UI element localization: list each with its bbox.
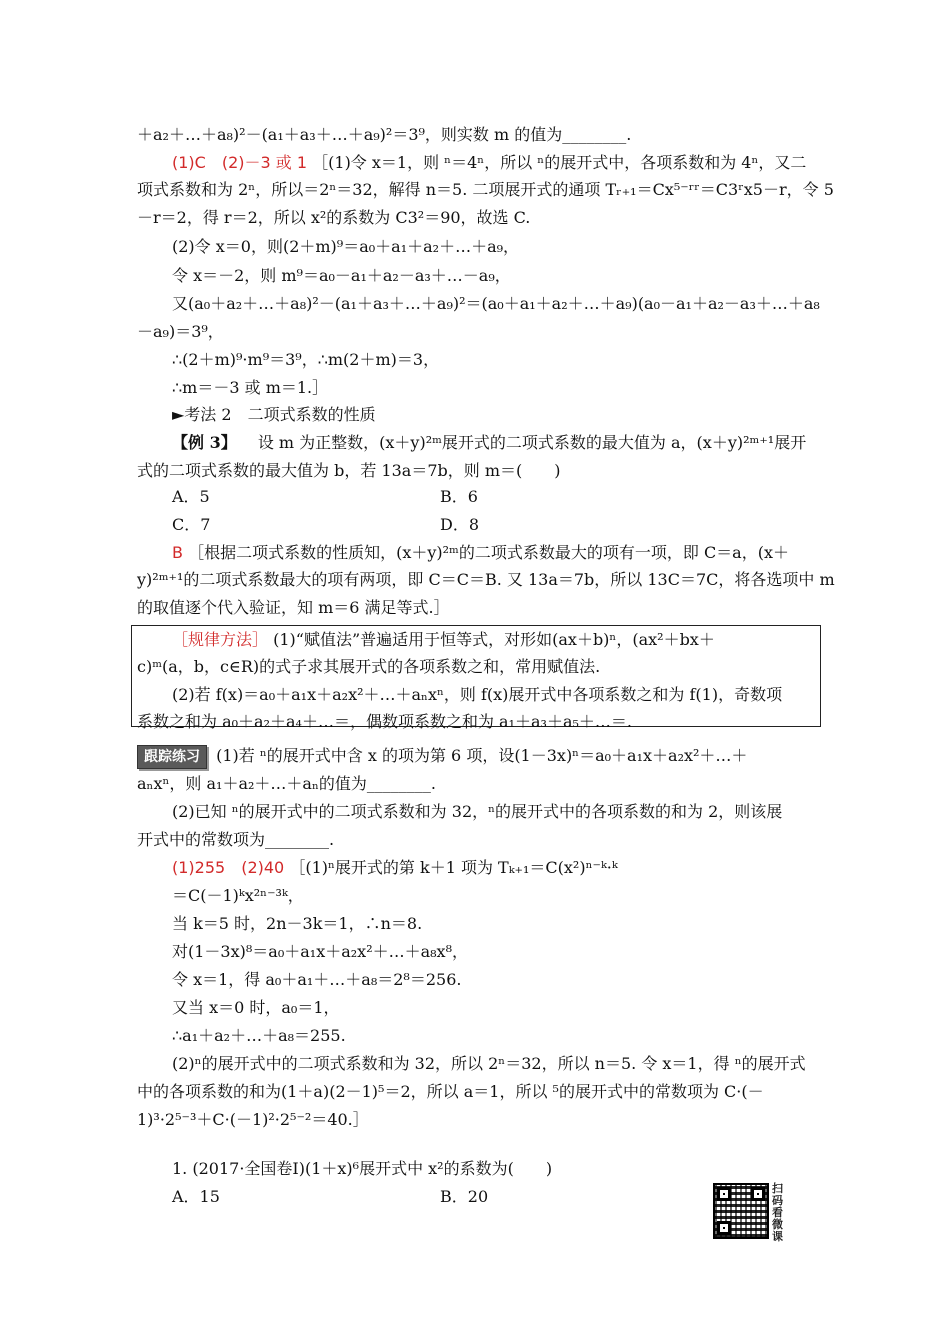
practice-answer-4: 对(1－3x)⁸＝a₀＋a₁x＋a₂x²＋…＋a₈x⁸， (172, 942, 468, 961)
line-17: y)²ᵐ⁺¹的二项式系数最大的项有两项，即 C＝C＝B. 又 13a＝7b，所以 13C＝7C，将各选项中 m (137, 570, 835, 589)
option-a: A．5 (172, 487, 210, 506)
rule-line-4: 系数之和为 a₀＋a₂＋a₄＋…＝，偶数项系数之和为 a₁＋a₃＋a₅＋…＝. (137, 712, 632, 731)
practice-answer-2: ＝C(－1)ᵏx²ⁿ⁻³ᵏ， (172, 886, 304, 905)
practice-answer-7: ∴a₁＋a₂＋…＋a₈＝255. (172, 1026, 346, 1045)
answer-key: B (172, 543, 183, 562)
exercise-option-b: B．20 (440, 1187, 489, 1206)
exercise-question-1: 1. (2017·全国卷Ⅰ)(1＋x)⁶展开式中 x²的系数为( ) (172, 1159, 553, 1178)
example-label: 【例 3】 (172, 433, 237, 452)
practice-tag: 跟踪练习 (137, 745, 207, 769)
practice-line-1 (137, 745, 747, 769)
line-5: (2)令 x＝0，则(2＋m)⁹＝a₀＋a₁＋a₂＋…＋a₉， (172, 237, 520, 256)
answer-line-2 (172, 153, 806, 173)
line-7: 又(a₀＋a₂＋…＋a₈)²－(a₁＋a₃＋…＋a₉)²＝(a₀＋a₁＋a₂＋…＋a₉)(a₀－a₁＋a₂－a₃＋…＋a₈ (172, 294, 820, 313)
line-3: 项式系数和为 2ⁿ，所以＝2ⁿ＝32，解得 n＝5. 二项展开式的通项 Tᵣ₊₁＝Cx⁵⁻ʳʳ＝C3ʳx5－r，令 5 (137, 180, 834, 199)
exercise-option-a: A．15 (172, 1187, 220, 1206)
qr-finder-icon (717, 1221, 731, 1235)
practice-answer-8: (2)ⁿ的展开式中的二项式系数和为 32，所以 2ⁿ＝32，所以 n＝5. 令 x＝1，得 ⁿ的展开式 (172, 1054, 806, 1073)
rule-line-1 (172, 630, 715, 650)
practice-line-2: aₙxⁿ，则 a₁＋a₂＋…＋aₙ的值为________. (137, 774, 436, 793)
rule-text: (1)“赋值法”普遍适用于恒等式，对形如(ax＋b)ⁿ，(ax²＋bx＋ (273, 630, 715, 649)
answer-key: (1)C (2)－3 或 1 (172, 153, 308, 172)
practice-answer-6: 又当 x＝0 时，a₀＝1， (172, 998, 340, 1017)
answer-key: (1)255 (2)40 (172, 858, 285, 877)
practice-line-3: (2)已知 ⁿ的展开式中的二项式系数和为 32，ⁿ的展开式中的各项系数的和为 2，则该展 (172, 802, 783, 821)
qr-label: 扫码看微课 (772, 1182, 783, 1243)
line-18: 的取值逐个代入验证，知 m＝6 满足等式.］ (137, 598, 450, 617)
qr-finder-icon (751, 1187, 765, 1201)
practice-line-4: 开式中的常数项为________. (137, 830, 335, 849)
line-8: －a₉)＝3⁹， (137, 322, 224, 341)
answer-line-16 (172, 543, 789, 563)
practice-answer-10: 1)³·2⁵⁻³＋C·(－1)²·2⁵⁻²＝40.］ (137, 1110, 369, 1129)
qr-code-icon[interactable] (713, 1183, 769, 1239)
answer-text: ［(1)ⁿ展开式的第 k＋1 项为 Tₖ₊₁＝C(x²)ⁿ⁻ᵏ·ᵏ (289, 858, 618, 877)
example-text: 设 m 为正整数，(x＋y)²ᵐ展开式的二项式系数的最大值为 a，(x＋y)²ᵐ⁺¹展开 (241, 433, 807, 452)
rule-line-2: c)ᵐ(a，b，c∈R)的式子求其展开式的各项系数之和，常用赋值法. (137, 657, 601, 676)
section-heading: ►考法 2 二项式系数的性质 (172, 405, 376, 424)
practice-answer-3: 当 k＝5 时，2n－3k＝1，∴n＝8. (172, 914, 423, 933)
line-10: ∴m＝－3 或 m＝1.］ (172, 378, 329, 397)
line-9: ∴(2＋m)⁹·m⁹＝3⁹，∴m(2＋m)＝3， (172, 350, 440, 369)
option-b: B．6 (440, 487, 478, 506)
qr-finder-icon (717, 1187, 731, 1201)
option-d: D．8 (440, 515, 480, 534)
line-1: ＋a₂＋…＋a₈)²－(a₁＋a₃＋…＋a₉)²＝3⁹，则实数 m 的值为________. (137, 125, 632, 144)
practice-text: (1)若 ⁿ的展开式中含 x 的项为第 6 项，设(1－3x)ⁿ＝a₀＋a₁x＋a₂x²＋…＋ (216, 746, 748, 765)
line-6: 令 x＝－2，则 m⁹＝a₀－a₁＋a₂－a₃＋…－a₉， (172, 266, 511, 285)
line-4: －r＝2，得 r＝2，所以 x²的系数为 C3²＝90，故选 C. (137, 208, 531, 227)
practice-answer-5: 令 x＝1，得 a₀＋a₁＋…＋a₈＝2⁸＝256. (172, 970, 462, 989)
rule-title: ［规律方法］ (172, 630, 269, 649)
answer-text: ［(1)令 x＝1，则 ⁿ＝4ⁿ，所以 ⁿ的展开式中，各项系数和为 4ⁿ，又二 (312, 153, 807, 172)
example-3 (172, 433, 806, 453)
practice-answer-9: 中的各项系数的和为(1＋a)(2－1)⁵＝2，所以 a＝1，所以 ⁵的展开式中的常数项为 C·(－ (137, 1082, 764, 1101)
rule-line-3: (2)若 f(x)＝a₀＋a₁x＋a₂x²＋…＋aₙxⁿ，则 f(x)展开式中各项系数之和为 f(1)，奇数项 (172, 685, 783, 704)
practice-answer-1 (172, 858, 618, 878)
option-c: C．7 (172, 515, 211, 534)
answer-text: ［根据二项式系数的性质知，(x＋y)²ᵐ的二项式系数最大的项有一项，即 C＝a，(x＋ (188, 543, 789, 562)
line-13: 式的二项式系数的最大值为 b，若 13a＝7b，则 m＝( ) (137, 461, 561, 480)
